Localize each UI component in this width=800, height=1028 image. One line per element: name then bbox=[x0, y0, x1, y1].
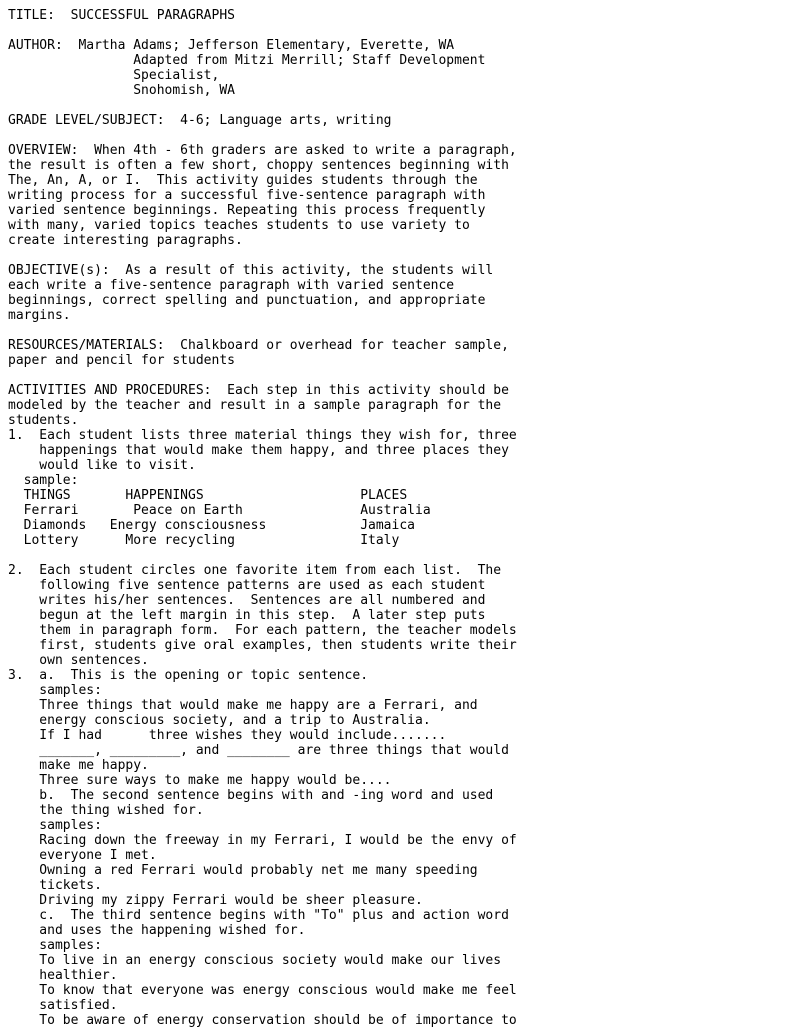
text-line: samples: bbox=[8, 683, 102, 698]
text-line: and uses the happening wished for. bbox=[8, 923, 306, 938]
text-line: 3. a. This is the opening or topic sentence. bbox=[8, 668, 369, 683]
text-line: own sentences. bbox=[8, 653, 149, 668]
text-line: Ferrari Peace on Earth Australia bbox=[8, 503, 431, 518]
text-line: Snohomish, WA bbox=[8, 83, 235, 98]
text-line: Owning a red Ferrari would probably net me many speeding bbox=[8, 863, 478, 878]
text-line: AUTHOR: Martha Adams; Jefferson Elementary, Everette, WA bbox=[8, 38, 455, 53]
text-line: Adapted from Mitzi Merrill; Staff Development bbox=[8, 53, 486, 68]
text-line: c. The third sentence begins with "To" plus and action word bbox=[8, 908, 509, 923]
text-line: Diamonds Energy consciousness Jamaica bbox=[8, 518, 415, 533]
text-line: make me happy. bbox=[8, 758, 149, 773]
text-line: paper and pencil for students bbox=[8, 353, 235, 368]
text-line: Lottery More recycling Italy bbox=[8, 533, 400, 548]
text-line: happenings that would make them happy, and three places they bbox=[8, 443, 509, 458]
text-line: create interesting paragraphs. bbox=[8, 233, 243, 248]
text-line: modeled by the teacher and result in a sample paragraph for the bbox=[8, 398, 502, 413]
text-line: 2. Each student circles one favorite item from each list. The bbox=[8, 563, 502, 578]
text-line: students. bbox=[8, 413, 79, 428]
text-line: begun at the left margin in this step. A later step puts bbox=[8, 608, 486, 623]
text-line: samples: bbox=[8, 818, 102, 833]
text-line: The, An, A, or I. This activity guides students through the bbox=[8, 173, 478, 188]
text-line: first, students give oral examples, then students write their bbox=[8, 638, 517, 653]
text-line: If I had three wishes they would include....... bbox=[8, 728, 447, 743]
text-line: Specialist, bbox=[8, 68, 220, 83]
text-line: everyone I met. bbox=[8, 848, 157, 863]
text-line: Racing down the freeway in my Ferrari, I would be the envy of bbox=[8, 833, 517, 848]
text-line: To be aware of energy conservation should be of importance to bbox=[8, 1013, 517, 1028]
text-line: tickets. bbox=[8, 878, 102, 893]
text-line: healthier. bbox=[8, 968, 118, 983]
text-line: samples: bbox=[8, 938, 102, 953]
text-line: with many, varied topics teaches students to use variety to bbox=[8, 218, 470, 233]
text-line: the result is often a few short, choppy sentences beginning with bbox=[8, 158, 509, 173]
text-line: them in paragraph form. For each pattern, the teacher models bbox=[8, 623, 517, 638]
text-line: varied sentence beginnings. Repeating this process frequently bbox=[8, 203, 486, 218]
text-line: b. The second sentence begins with and -ing word and used bbox=[8, 788, 494, 803]
text-line: _______, _________, and ________ are three things that would bbox=[8, 743, 509, 758]
text-line: OVERVIEW: When 4th - 6th graders are asked to write a paragraph, bbox=[8, 143, 517, 158]
text-line: energy conscious society, and a trip to Australia. bbox=[8, 713, 431, 728]
text-line: Three sure ways to make me happy would be.... bbox=[8, 773, 392, 788]
text-line: each write a five-sentence paragraph with varied sentence bbox=[8, 278, 455, 293]
text-line: margins. bbox=[8, 308, 71, 323]
text-line: satisfied. bbox=[8, 998, 118, 1013]
text-line: writes his/her sentences. Sentences are all numbered and bbox=[8, 593, 486, 608]
text-line: TITLE: SUCCESSFUL PARAGRAPHS bbox=[8, 8, 235, 23]
text-line: To live in an energy conscious society would make our lives bbox=[8, 953, 502, 968]
text-line: OBJECTIVE(s): As a result of this activity, the students will bbox=[8, 263, 494, 278]
text-line: THINGS HAPPENINGS PLACES bbox=[8, 488, 408, 503]
text-line: 1. Each student lists three material things they wish for, three bbox=[8, 428, 517, 443]
text-line: sample: bbox=[8, 473, 79, 488]
text-line: the thing wished for. bbox=[8, 803, 204, 818]
text-line: RESOURCES/MATERIALS: Chalkboard or overhead for teacher sample, bbox=[8, 338, 509, 353]
text-line: To know that everyone was energy conscious would make me feel bbox=[8, 983, 517, 998]
text-line: would like to visit. bbox=[8, 458, 196, 473]
text-line: beginnings, correct spelling and punctuation, and appropriate bbox=[8, 293, 486, 308]
text-line: writing process for a successful five-sentence paragraph with bbox=[8, 188, 486, 203]
text-line: Three things that would make me happy are a Ferrari, and bbox=[8, 698, 478, 713]
text-line: GRADE LEVEL/SUBJECT: 4-6; Language arts, writing bbox=[8, 113, 392, 128]
text-line: following five sentence patterns are used as each student bbox=[8, 578, 486, 593]
text-line: ACTIVITIES AND PROCEDURES: Each step in this activity should be bbox=[8, 383, 509, 398]
text-line: Driving my zippy Ferrari would be sheer pleasure. bbox=[8, 893, 423, 908]
